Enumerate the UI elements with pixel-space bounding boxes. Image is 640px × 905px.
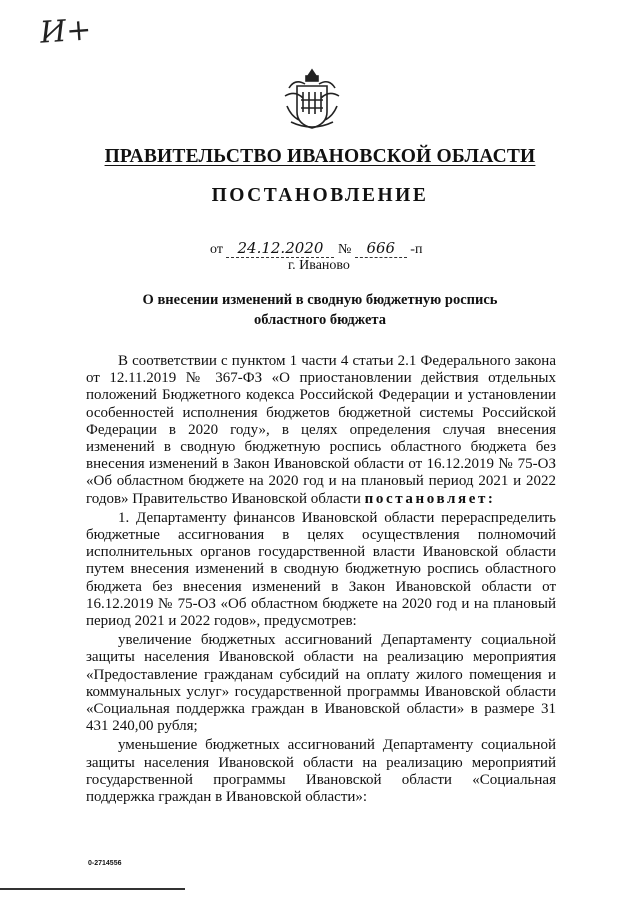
date-number-line	[210, 239, 422, 258]
paragraph-1: 1. Департаменту финансов Ивановской области перераспределить бюджетные ассигнования в целях осуществления полномочий исполнительных органов государственной власти Ивановской области путем внесения изменений в сводную бюджетную роспись областного бюджета без внесения изменений в Закон Ивановской области от 16.12.2019 № 75-ОЗ «Об областном бюджете на 2020 год и на плановый период 2021 и 2022 годов», предусмотрев:	[86, 509, 556, 630]
paragraph-decrease: уменьшение бюджетных ассигнований Департаменту социальной защиты населения Ивановской области на реализацию мероприятий государственной программы Ивановской области «Социальная поддержка граждан в Ивановской области»:	[86, 737, 556, 806]
paragraph-preamble	[86, 353, 556, 508]
number-sign: №	[337, 242, 352, 257]
number-suffix: -п	[410, 242, 423, 257]
subject-line-1: О внесении изменений в сводную бюджетную роспись	[142, 292, 498, 308]
scan-artifact-line	[0, 888, 185, 890]
body-text	[86, 353, 556, 808]
coat-of-arms-emblem	[281, 66, 343, 132]
city: г. Иваново	[288, 258, 350, 273]
date-value: 24.12.2020	[226, 239, 334, 258]
document-code: 0-2714556	[88, 860, 122, 867]
preamble-text: В соответствии с пунктом 1 части 4 статьи 2.1 Федерального закона от 12.11.2019 № 367-ФЗ «О приостановлении действия отдельных положений Бюджетного кодекса Российской Федерации и установлении особенностей исполнения бюджетов бюджетной системы Российской Федерации в 2020 году», в целях определения случая внесения изменений в сводную бюджетную роспись областного бюджета без внесения изменений в Закон Ивановской области от 16.12.2019 № 75-ОЗ «Об областном бюджете на 2020 год и на плановый период 2021 и 2022 годов» Правительство Ивановской области	[86, 353, 556, 507]
subject-line-2: областного бюджета	[254, 312, 386, 328]
number-value: 666	[355, 239, 407, 258]
document-type: ПОСТАНОВЛЕНИЕ	[211, 185, 429, 206]
government-title: ПРАВИТЕЛЬСТВО ИВАНОВСКОЙ ОБЛАСТИ	[104, 146, 536, 167]
paragraph-increase: увеличение бюджетных ассигнований Департаменту социальной защиты населения Ивановской области на реализацию мероприятия «Предоставление гражданам субсидий на оплату жилого помещения и коммунальных услуг» государственной программы Ивановской области «Социальная поддержка граждан в Ивановской области» в размере 31 431 240,00 рубля;	[86, 632, 556, 735]
resolves-word: постановляет:	[364, 490, 496, 507]
subject-title	[0, 290, 640, 330]
handwritten-mark: И+	[38, 12, 93, 51]
date-prefix: от	[210, 242, 223, 257]
